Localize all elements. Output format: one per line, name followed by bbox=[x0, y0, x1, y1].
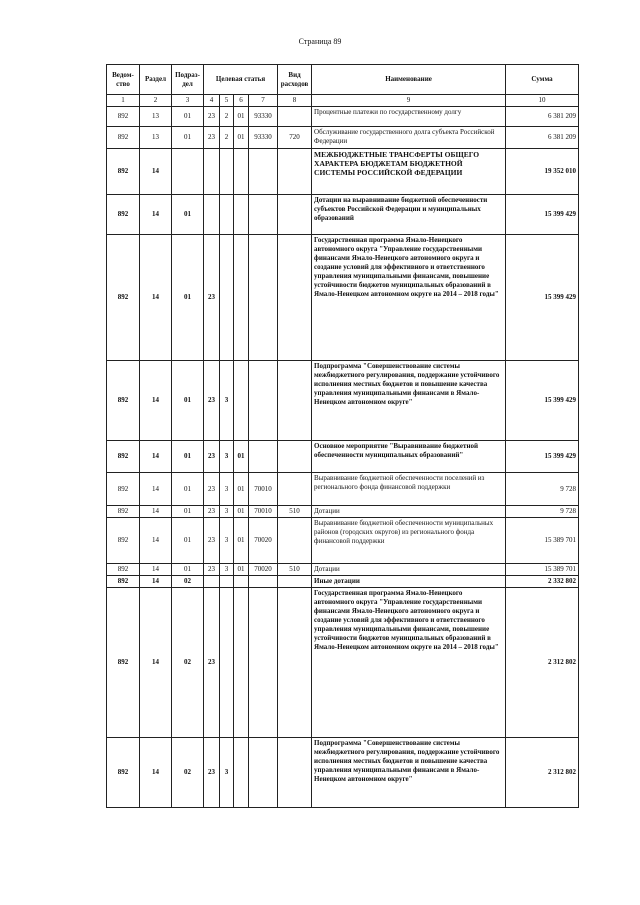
podrazdel-cell: 01 bbox=[172, 506, 204, 518]
target-part4-cell: 93330 bbox=[249, 127, 278, 149]
vedomstvo-cell: 892 bbox=[107, 235, 140, 361]
sum-cell: 2 332 802 bbox=[506, 576, 579, 588]
podrazdel-cell: 01 bbox=[172, 564, 204, 576]
podrazdel-cell: 01 bbox=[172, 361, 204, 441]
header-target: Целевая статья bbox=[204, 65, 278, 95]
target-part4-cell: 70020 bbox=[249, 564, 278, 576]
target-part3-cell: 01 bbox=[234, 107, 249, 127]
vedomstvo-cell: 892 bbox=[107, 473, 140, 506]
column-number: 9 bbox=[312, 95, 506, 107]
vedomstvo-cell: 892 bbox=[107, 195, 140, 235]
vid-cell bbox=[278, 738, 312, 808]
sum-cell: 15 399 429 bbox=[506, 361, 579, 441]
target-part4-cell bbox=[249, 195, 278, 235]
vid-cell bbox=[278, 107, 312, 127]
target-part4-cell bbox=[249, 149, 278, 195]
vid-cell bbox=[278, 588, 312, 738]
razdel-cell: 14 bbox=[140, 473, 172, 506]
razdel-cell: 14 bbox=[140, 441, 172, 473]
vid-cell: 720 bbox=[278, 127, 312, 149]
target-part3-cell bbox=[234, 361, 249, 441]
podrazdel-cell bbox=[172, 149, 204, 195]
target-part4-cell: 70010 bbox=[249, 506, 278, 518]
header-podrazdel: Подраз-дел bbox=[172, 65, 204, 95]
vid-cell bbox=[278, 195, 312, 235]
table-row bbox=[107, 195, 579, 235]
sum-cell: 19 352 010 bbox=[506, 149, 579, 195]
podrazdel-cell: 01 bbox=[172, 195, 204, 235]
target-part4-cell bbox=[249, 235, 278, 361]
podrazdel-cell: 01 bbox=[172, 235, 204, 361]
podrazdel-cell: 02 bbox=[172, 576, 204, 588]
razdel-cell: 14 bbox=[140, 738, 172, 808]
target-part1-cell: 23 bbox=[204, 361, 220, 441]
target-part4-cell: 70010 bbox=[249, 473, 278, 506]
name-cell: Основное мероприятие "Выравнивание бюджетной обеспеченности муниципальных образований" bbox=[312, 441, 506, 473]
target-part3-cell bbox=[234, 235, 249, 361]
target-part4-cell bbox=[249, 738, 278, 808]
razdel-cell: 13 bbox=[140, 127, 172, 149]
sum-cell: 15 389 701 bbox=[506, 518, 579, 564]
sum-cell: 15 399 429 bbox=[506, 195, 579, 235]
target-part2-cell bbox=[220, 235, 234, 361]
target-part2-cell bbox=[220, 576, 234, 588]
sum-cell: 6 381 209 bbox=[506, 107, 579, 127]
name-cell: Иные дотации bbox=[312, 576, 506, 588]
name-cell: Дотации bbox=[312, 506, 506, 518]
table-body bbox=[107, 107, 579, 808]
table-row bbox=[107, 235, 579, 361]
target-part2-cell: 3 bbox=[220, 361, 234, 441]
razdel-cell: 14 bbox=[140, 195, 172, 235]
target-part3-cell bbox=[234, 195, 249, 235]
vid-cell bbox=[278, 576, 312, 588]
vedomstvo-cell: 892 bbox=[107, 738, 140, 808]
name-cell: Выравнивание бюджетной обеспеченности поселений из регионального фонда финансовой поддержки bbox=[312, 473, 506, 506]
podrazdel-cell: 02 bbox=[172, 738, 204, 808]
podrazdel-cell: 01 bbox=[172, 473, 204, 506]
vedomstvo-cell: 892 bbox=[107, 588, 140, 738]
header-vedomstvo: Ведом-ство bbox=[107, 65, 140, 95]
name-cell: Подпрограмма "Совершенствование системы межбюджетного регулирования, поддержание устойчивого исполнения местных бюджетов и повышение качества управления муниципальными финансами в Ямало-Ненецком автономном округе" bbox=[312, 361, 506, 441]
target-part3-cell bbox=[234, 588, 249, 738]
target-part2-cell: 3 bbox=[220, 564, 234, 576]
vid-cell: 510 bbox=[278, 506, 312, 518]
target-part1-cell: 23 bbox=[204, 506, 220, 518]
vedomstvo-cell: 892 bbox=[107, 127, 140, 149]
podrazdel-cell: 01 bbox=[172, 127, 204, 149]
sum-cell: 15 399 429 bbox=[506, 441, 579, 473]
page-label: Страница 89 bbox=[298, 37, 342, 46]
target-part1-cell: 23 bbox=[204, 441, 220, 473]
podrazdel-cell: 01 bbox=[172, 518, 204, 564]
razdel-cell: 13 bbox=[140, 107, 172, 127]
vid-cell bbox=[278, 235, 312, 361]
target-part2-cell bbox=[220, 588, 234, 738]
target-part3-cell bbox=[234, 738, 249, 808]
target-part1-cell: 23 bbox=[204, 473, 220, 506]
vid-cell bbox=[278, 441, 312, 473]
razdel-cell: 14 bbox=[140, 149, 172, 195]
vedomstvo-cell: 892 bbox=[107, 506, 140, 518]
target-part2-cell: 2 bbox=[220, 127, 234, 149]
name-cell: Обслуживание государственного долга субъекта Российской Федерации bbox=[312, 127, 506, 149]
sum-cell: 15 399 429 bbox=[506, 235, 579, 361]
target-part2-cell: 3 bbox=[220, 518, 234, 564]
vedomstvo-cell: 892 bbox=[107, 441, 140, 473]
target-part3-cell: 01 bbox=[234, 506, 249, 518]
target-part2-cell: 3 bbox=[220, 738, 234, 808]
name-cell: Государственная программа Ямало-Ненецкого автономного округа "Управление государственными финансами Ямало-Ненецкого автономного округа и создание условий для эффективного и ответственного управления муниципальными финансами, повышение устойчивости бюджетов муниципальных образований в Ямало-Ненецком автономном округе на 2014 – 2018 годы" bbox=[312, 235, 506, 361]
column-number: 7 bbox=[249, 95, 278, 107]
razdel-cell: 14 bbox=[140, 576, 172, 588]
target-part4-cell: 93330 bbox=[249, 107, 278, 127]
target-part4-cell bbox=[249, 588, 278, 738]
table-row bbox=[107, 564, 579, 576]
target-part1-cell: 23 bbox=[204, 738, 220, 808]
razdel-cell: 14 bbox=[140, 506, 172, 518]
table-row bbox=[107, 473, 579, 506]
column-number: 1 bbox=[107, 95, 140, 107]
name-cell: МЕЖБЮДЖЕТНЫЕ ТРАНСФЕРТЫ ОБЩЕГО ХАРАКТЕРА БЮДЖЕТАМ БЮДЖЕТНОЙ СИСТЕМЫ РОССИЙСКОЙ ФЕДЕРАЦИИ bbox=[312, 149, 506, 195]
name-cell: Процентные платежи по государственному долгу bbox=[312, 107, 506, 127]
budget-table bbox=[106, 64, 579, 808]
razdel-cell: 14 bbox=[140, 235, 172, 361]
table-row bbox=[107, 149, 579, 195]
table-row bbox=[107, 127, 579, 149]
table-row bbox=[107, 576, 579, 588]
target-part2-cell bbox=[220, 195, 234, 235]
target-part4-cell: 70020 bbox=[249, 518, 278, 564]
target-part1-cell bbox=[204, 576, 220, 588]
target-part4-cell bbox=[249, 576, 278, 588]
vedomstvo-cell: 892 bbox=[107, 564, 140, 576]
column-number: 10 bbox=[506, 95, 579, 107]
target-part3-cell bbox=[234, 149, 249, 195]
podrazdel-cell: 01 bbox=[172, 107, 204, 127]
vedomstvo-cell: 892 bbox=[107, 576, 140, 588]
target-part2-cell: 3 bbox=[220, 473, 234, 506]
column-number-row bbox=[107, 95, 579, 107]
vedomstvo-cell: 892 bbox=[107, 518, 140, 564]
column-number: 2 bbox=[140, 95, 172, 107]
razdel-cell: 14 bbox=[140, 518, 172, 564]
vid-cell bbox=[278, 149, 312, 195]
header-razdel: Раздел bbox=[140, 65, 172, 95]
sum-cell: 9 728 bbox=[506, 506, 579, 518]
target-part2-cell: 3 bbox=[220, 441, 234, 473]
table-row bbox=[107, 361, 579, 441]
sum-cell: 9 728 bbox=[506, 473, 579, 506]
target-part2-cell bbox=[220, 149, 234, 195]
name-cell: Дотации на выравнивание бюджетной обеспеченности субъектов Российской Федерации и муниципальных образований bbox=[312, 195, 506, 235]
target-part3-cell: 01 bbox=[234, 441, 249, 473]
name-cell: Дотации bbox=[312, 564, 506, 576]
table-row bbox=[107, 588, 579, 738]
target-part1-cell: 23 bbox=[204, 127, 220, 149]
target-part2-cell: 2 bbox=[220, 107, 234, 127]
name-cell: Государственная программа Ямало-Ненецкого автономного округа "Управление государственными финансами Ямало-Ненецкого автономного округа и создание условий для эффективного и ответственного управления муниципальными финансами, повышение устойчивости бюджетов муниципальных образований в Ямало-Ненецком автономном округе на 2014 – 2018 годы" bbox=[312, 588, 506, 738]
target-part1-cell: 23 bbox=[204, 588, 220, 738]
sum-cell: 2 312 802 bbox=[506, 738, 579, 808]
target-part3-cell bbox=[234, 576, 249, 588]
column-number: 3 bbox=[172, 95, 204, 107]
table-row bbox=[107, 518, 579, 564]
column-number: 6 bbox=[234, 95, 249, 107]
target-part3-cell: 01 bbox=[234, 127, 249, 149]
column-number: 5 bbox=[220, 95, 234, 107]
name-cell: Выравнивание бюджетной обеспеченности муниципальных районов (городских округов) из регионального фонда финансовой поддержки bbox=[312, 518, 506, 564]
sum-cell: 15 389 701 bbox=[506, 564, 579, 576]
name-cell: Подпрограмма "Совершенствование системы межбюджетного регулирования, поддержание устойчивого исполнения местных бюджетов и повышение качества управления муниципальными финансами в Ямало-Ненецком автономном округе" bbox=[312, 738, 506, 808]
table-row bbox=[107, 107, 579, 127]
vid-cell bbox=[278, 361, 312, 441]
table-row bbox=[107, 441, 579, 473]
vedomstvo-cell: 892 bbox=[107, 107, 140, 127]
podrazdel-cell: 01 bbox=[172, 441, 204, 473]
target-part1-cell: 23 bbox=[204, 564, 220, 576]
table-header bbox=[107, 65, 579, 107]
razdel-cell: 14 bbox=[140, 564, 172, 576]
table-row bbox=[107, 506, 579, 518]
vid-cell: 510 bbox=[278, 564, 312, 576]
column-number: 8 bbox=[278, 95, 312, 107]
column-number: 4 bbox=[204, 95, 220, 107]
target-part1-cell: 23 bbox=[204, 107, 220, 127]
header-vid: Вид расходов bbox=[278, 65, 312, 95]
target-part1-cell: 23 bbox=[204, 518, 220, 564]
target-part1-cell: 23 bbox=[204, 235, 220, 361]
table-row bbox=[107, 738, 579, 808]
target-part3-cell: 01 bbox=[234, 518, 249, 564]
razdel-cell: 14 bbox=[140, 588, 172, 738]
sum-cell: 2 312 802 bbox=[506, 588, 579, 738]
target-part2-cell: 3 bbox=[220, 506, 234, 518]
target-part1-cell bbox=[204, 149, 220, 195]
target-part4-cell bbox=[249, 361, 278, 441]
vedomstvo-cell: 892 bbox=[107, 149, 140, 195]
target-part3-cell: 01 bbox=[234, 473, 249, 506]
vid-cell bbox=[278, 518, 312, 564]
target-part1-cell bbox=[204, 195, 220, 235]
target-part3-cell: 01 bbox=[234, 564, 249, 576]
header-sum: Сумма bbox=[506, 65, 579, 95]
vid-cell bbox=[278, 473, 312, 506]
header-name: Наименование bbox=[312, 65, 506, 95]
sum-cell: 6 381 209 bbox=[506, 127, 579, 149]
target-part4-cell bbox=[249, 441, 278, 473]
vedomstvo-cell: 892 bbox=[107, 361, 140, 441]
razdel-cell: 14 bbox=[140, 361, 172, 441]
podrazdel-cell: 02 bbox=[172, 588, 204, 738]
